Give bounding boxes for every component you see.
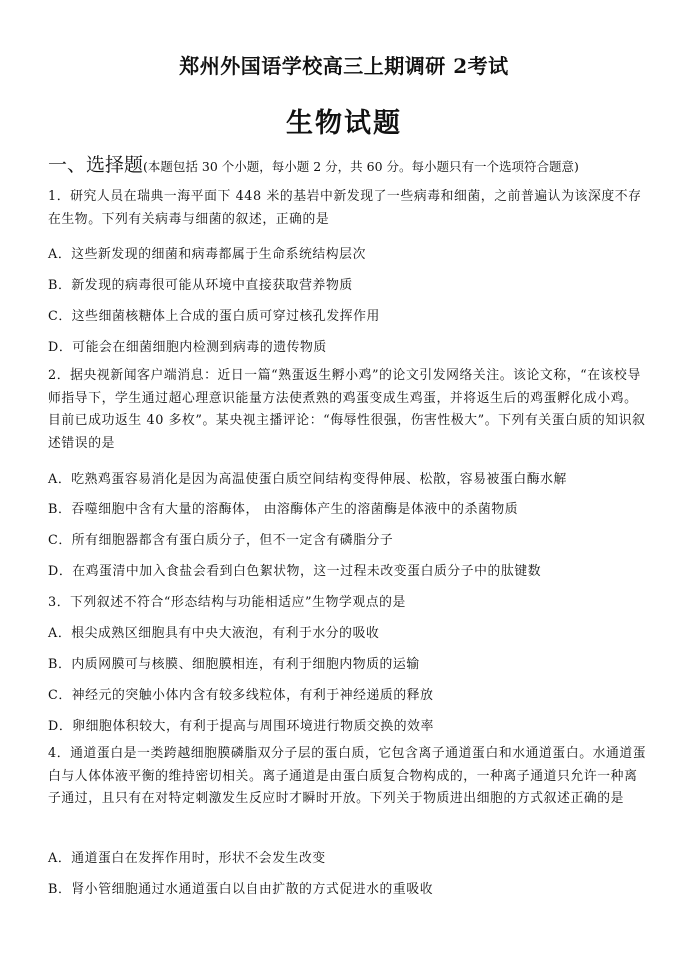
question-1-option-a: A．这些新发现的细菌和病毒都属于生命系统结构层次 [48, 247, 366, 262]
question-2-option-a: A．吃熟鸡蛋容易消化是因为高温使蛋白质空间结构变得伸展、松散，容易被蛋白酶水解 [48, 472, 567, 487]
question-1-option-b: B．新发现的病毒很可能从环境中直接获取营养物质 [48, 278, 353, 293]
question-4-option-b: B．肾小管细胞通过水通道蛋白以自由扩散的方式促进水的重吸收 [48, 882, 434, 897]
question-4-option-a: A．通道蛋白在发挥作用时，形状不会发生改变 [48, 851, 326, 866]
question-2-option-d: D．在鸡蛋清中加入食盐会看到白色絮状物，这一过程未改变蛋白质分子中的肽键数 [48, 564, 542, 579]
section-instructions: (本题包括 30 个小题，每小题 2 分，共 60 分。每小题只有一个选项符合题意) [143, 159, 579, 174]
section-heading-label: 一、选择题 [48, 154, 144, 176]
exam-title: 郑州外国语学校高三上期调研 2考试 [179, 54, 509, 78]
question-3-option-a: A．根尖成熟区细胞具有中央大液泡，有利于水分的吸收 [48, 626, 380, 641]
section-heading [48, 150, 678, 177]
question-3-option-b: B．内质网膜可与核膜、细胞膜相连，有利于细胞内物质的运输 [48, 657, 420, 672]
question-2-option-b: B．吞噬细胞中含有大量的溶酶体， 由溶酶体产生的溶菌酶是体液中的杀菌物质 [48, 502, 519, 517]
question-3-option-c: C．神经元的突触小体内含有较多线粒体，有利于神经递质的释放 [48, 688, 434, 703]
question-1-stem: 1．研究人员在瑞典一海平面下 448 米的基岩中新发现了一些病毒和细菌，之前普遍认为该深度不存在生物。下列有关病毒与细菌的叙述，正确的是 [48, 189, 642, 227]
question-3-option-d: D．卵细胞体积较大，有利于提高与周围环境进行物质交换的效率 [48, 719, 434, 734]
subject-title: 生物试题 [286, 108, 402, 139]
question-1-option-d: D．可能会在细菌细胞内检测到病毒的遗传物质 [48, 340, 327, 355]
question-1-option-c: C．这些细菌核糖体上合成的蛋白质可穿过核孔发挥作用 [48, 309, 380, 324]
question-2-stem: 2．据央视新闻客户端消息：近日一篇“熟蛋返生孵小鸡”的论文引发网络关注。该论文称，“在该校导师指导下，学生通过超心理意识能量方法使煮熟的鸡蛋变成生鸡蛋，并将返生后的鸡蛋孵化成小鸡。 目前已成功返生 40 多枚”。某央视主播评论：“侮辱性很强，伤害性极大”。下列有关蛋白质的知识叙述错误的是 [48, 368, 646, 451]
question-4-stem: 4．通道蛋白是一类跨越细胞膜磷脂双分子层的蛋白质，它包含离子通道蛋白和水通道蛋白。水通道蛋白与人体体液平衡的维持密切相关。离子通道是由蛋白质复合物构成的，一种离子通道只允许一种离子通过，且只有在对特定刺激发生反应时才瞬时开放。下列关于物质进出细胞的方式叙述正确的是 [48, 746, 647, 806]
question-3-stem: 3．下列叙述不符合“形态结构与功能相适应”生物学观点的是 [48, 595, 406, 610]
question-2-option-c: C．所有细胞器都含有蛋白质分子，但不一定含有磷脂分子 [48, 533, 394, 548]
